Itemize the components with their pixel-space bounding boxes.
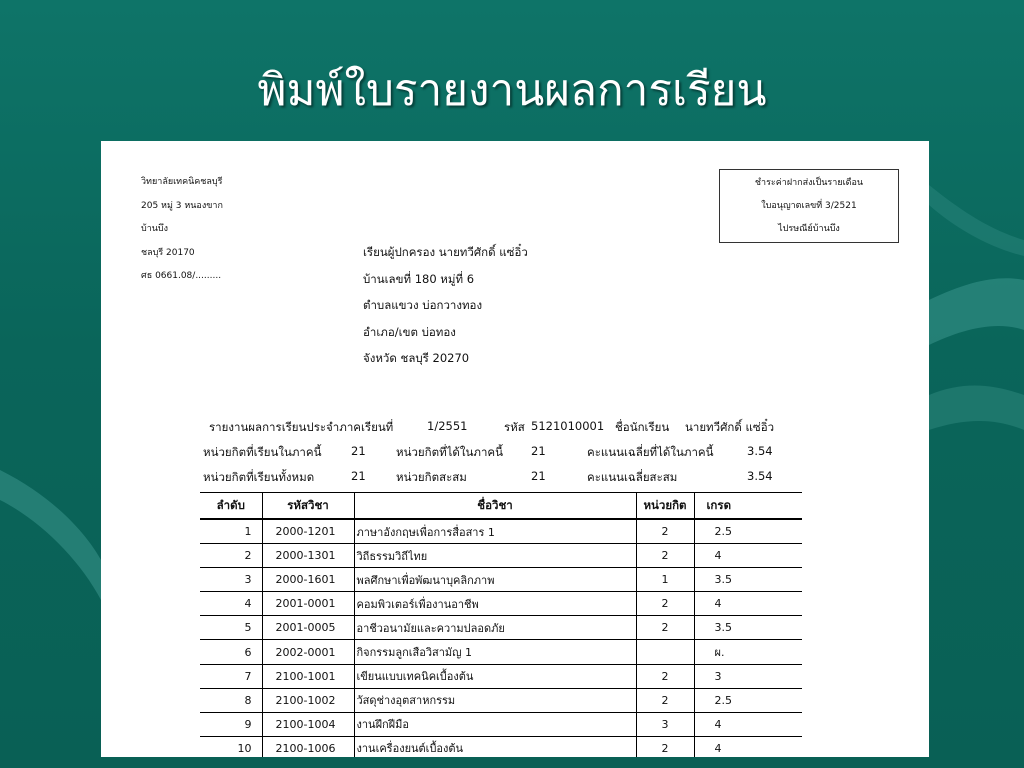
cell-credit: 1 [636,568,694,592]
cell-no: 1 [200,519,262,544]
stamp-line: ชำระค่าฝากส่งเป็นรายเดือน [754,178,864,188]
cell-grade: ผ. [694,640,802,664]
credits-enrolled-term-value: 21 [351,444,366,458]
credits-earned-term-value: 21 [531,444,546,458]
table-row [200,544,802,568]
credits-earned-term-label: หน่วยกิตที่ได้ในภาคนี้ [396,445,503,459]
recipient-line: อำเภอ/เขต บ่อทอง [363,324,456,339]
cell-grade: 4 [694,592,802,616]
cell-credit: 2 [636,592,694,616]
cell-no: 7 [200,664,262,688]
cell-credit: 3 [636,712,694,736]
cell-credit [636,640,694,664]
cell-grade: 3.5 [694,616,802,640]
table-row [200,664,802,688]
cell-no: 3 [200,568,262,592]
cell-credit: 2 [636,519,694,544]
recipient-address [363,239,528,372]
cell-name: เขียนแบบเทคนิคเบื้องต้น [354,664,636,688]
cell-code: 2000-1601 [262,568,354,592]
column-header-no: ลำดับ [200,493,262,520]
cell-name: กิจกรรมลูกเสือวิสามัญ 1 [354,640,636,664]
summary-row-header [201,419,901,444]
column-header-code: รหัสวิชา [262,493,354,520]
sender-line: วิทยาลัยเทคนิคชลบุรี [141,177,223,187]
table-row [200,736,802,757]
table-row [200,519,802,544]
stamp-line: ไปรษณีย์บ้านบึง [778,224,840,234]
gpa-term-value: 3.54 [747,444,773,458]
cell-grade: 2.5 [694,519,802,544]
sender-line: บ้านบึง [141,224,169,234]
student-name-value: นายทวีศักดิ์ แซ่อิ๋ว [685,420,775,434]
cell-credit: 2 [636,736,694,757]
credits-enrolled-total-value: 21 [351,469,366,483]
cell-grade: 4 [694,736,802,757]
summary-row-total [201,469,901,494]
recipient-line: บ้านเลขที่ 180 หมู่ที่ 6 [363,271,475,286]
cell-name: งานเครื่องยนต์เบื้องต้น [354,736,636,757]
cell-no: 10 [200,736,262,757]
report-document [101,141,929,757]
cell-code: 2001-0001 [262,592,354,616]
cell-grade: 4 [694,544,802,568]
cell-name: พลศึกษาเพื่อพัฒนาบุคลิกภาพ [354,568,636,592]
student-code-value: 5121010001 [531,419,605,433]
cell-grade: 3.5 [694,568,802,592]
gpa-term-label: คะแนนเฉลี่ยที่ได้ในภาคนี้ [587,445,714,459]
credits-accum-label: หน่วยกิตสะสม [396,470,467,484]
cell-name: คอมพิวเตอร์เพื่องานอาชีพ [354,592,636,616]
cell-credit: 2 [636,688,694,712]
cell-code: 2002-0001 [262,640,354,664]
cell-name: อาชีวอนามัยและความปลอดภัย [354,616,636,640]
report-summary [201,419,901,494]
gpa-accum-value: 3.54 [747,469,773,483]
cell-code: 2100-1001 [262,664,354,688]
postage-paid-box [719,169,899,243]
credits-enrolled-term-label: หน่วยกิตที่เรียนในภาคนี้ [203,445,322,459]
cell-name: วิถีธรรมวิถีไทย [354,544,636,568]
stamp-line: ใบอนุญาตเลขที่ 3/2521 [761,201,857,211]
cell-credit: 2 [636,616,694,640]
table-row [200,688,802,712]
recipient-line: ตำบลแขวง บ่อกวางทอง [363,298,483,312]
cell-code: 2000-1301 [262,544,354,568]
column-header-name: ชื่อวิชา [354,493,636,520]
slide-title: พิมพ์ใบรายงานผลการเรียน [257,65,767,116]
cell-no: 8 [200,688,262,712]
gpa-accum-label: คะแนนเฉลี่ยสะสม [587,470,678,484]
credits-enrolled-total-label: หน่วยกิตที่เรียนทั้งหมด [203,470,315,484]
report-term-value: 1/2551 [427,419,468,433]
cell-code: 2100-1002 [262,688,354,712]
cell-name: วัสดุช่างอุตสาหกรรม [354,688,636,712]
cell-code: 2100-1004 [262,712,354,736]
student-name-label: ชื่อนักเรียน [615,420,670,434]
cell-no: 6 [200,640,262,664]
sender-line: ชลบุรี 20170 [141,247,195,258]
cell-no: 2 [200,544,262,568]
table-header-row [200,493,802,520]
cell-name: ภาษาอังกฤษเพื่อการสื่อสาร 1 [354,519,636,544]
cell-no: 9 [200,712,262,736]
student-code-label: รหัส [504,420,525,434]
table-row [200,568,802,592]
table-row [200,712,802,736]
cell-grade: 4 [694,712,802,736]
recipient-line: เรียนผู้ปกครอง นายทวีศักดิ์ แซ่อิ๋ว [363,245,528,259]
sender-line: ศธ 0661.08/......... [141,271,222,281]
table-row [200,640,802,664]
cell-credit: 2 [636,544,694,568]
table-row [200,592,802,616]
column-header-credit: หน่วยกิต [636,493,694,520]
sender-address [141,171,223,289]
cell-code: 2100-1006 [262,736,354,757]
cell-no: 5 [200,616,262,640]
cell-code: 2001-0005 [262,616,354,640]
cell-grade: 3 [694,664,802,688]
cell-no: 4 [200,592,262,616]
sender-line: 205 หมู่ 3 หนองขาก [141,200,223,211]
cell-credit: 2 [636,664,694,688]
grades-table [200,492,802,757]
recipient-line: จังหวัด ชลบุรี 20270 [363,351,470,365]
summary-row-term [201,444,901,469]
credits-accum-value: 21 [531,469,546,483]
column-header-grade: เกรด [694,493,802,520]
cell-name: งานฝึกฝีมือ [354,712,636,736]
cell-code: 2000-1201 [262,519,354,544]
cell-grade: 2.5 [694,688,802,712]
report-term-label: รายงานผลการเรียนประจำภาคเรียนที่ [209,420,394,434]
table-row [200,616,802,640]
